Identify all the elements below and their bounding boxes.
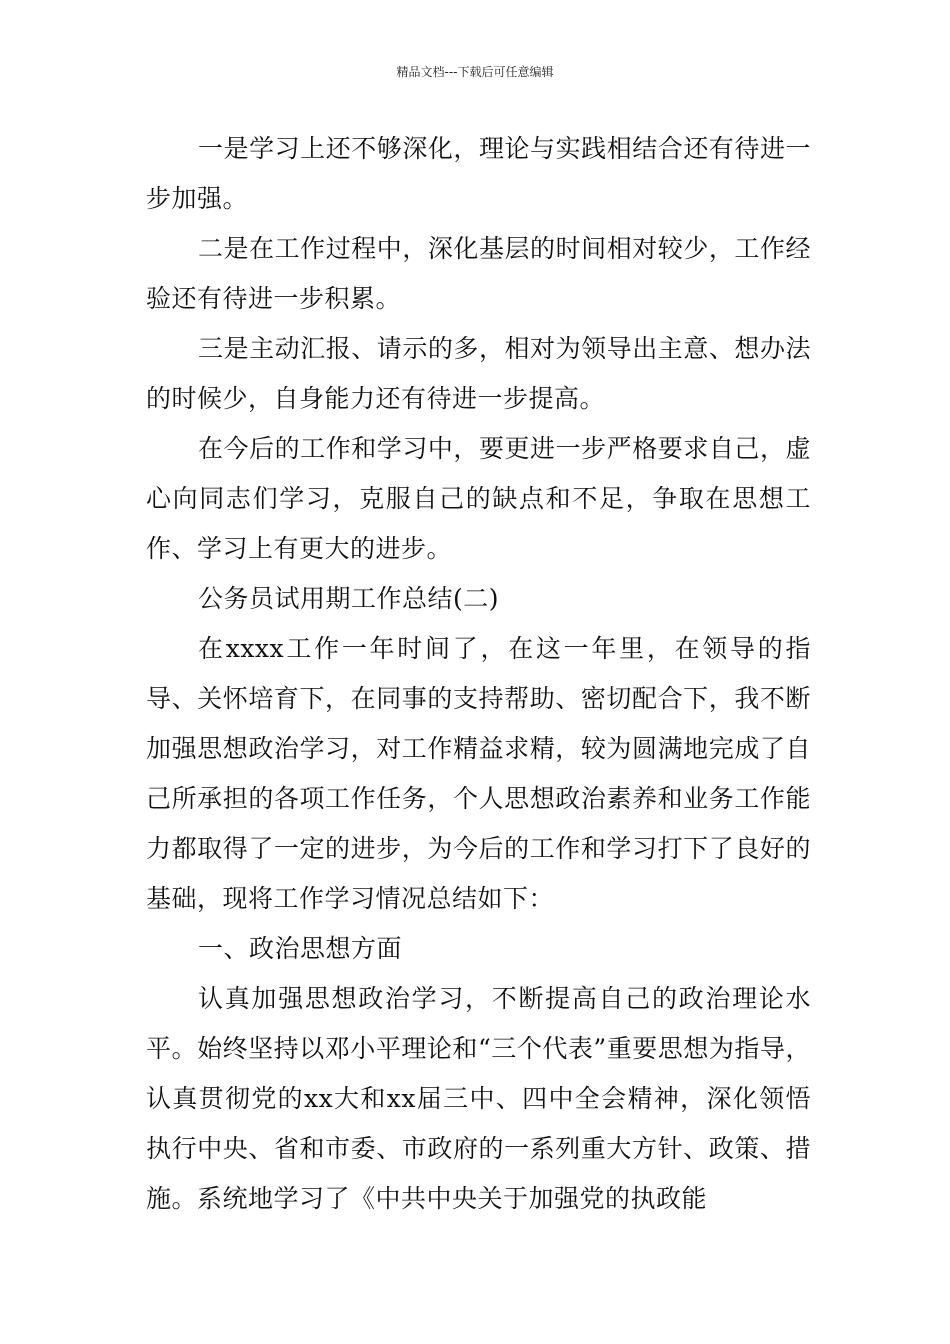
paragraph-political-study: 认真加强思想政治学习，不断提高自己的政治理论水平。始终坚持以邓小平理论和“三个代表”重要思想为指导，认真贯彻党的xx大和xx届三中、四中全会精神，深化领悟执行中央、省和市委、市政府的一系列重大方针、政策、措施。系统地学习了《中共中央关于加强党的执政能 <box>146 984 811 1213</box>
section-title: 公务员试用期工作总结(二) <box>198 584 500 613</box>
subsection-heading: 一、政治思想方面 <box>198 934 403 963</box>
paragraph-future-plan: 在今后的工作和学习中，要更进一步严格要求自己，虚心向同志们学习，克服自己的缺点和不足，争取在思想工作、学习上有更大的进步。 <box>146 434 811 563</box>
document-body <box>146 124 811 1224</box>
paragraph-point-two: 二是在工作过程中，深化基层的时间相对较少，工作经验还有待进一步积累。 <box>146 234 811 313</box>
page-header: 精品文档---下载后可任意编辑 <box>396 65 554 79</box>
paragraph-point-three: 三是主动汇报、请示的多，相对为领导出主意、想办法的时候少，自身能力还有待进一步提高。 <box>146 334 811 413</box>
paragraph-point-one: 一是学习上还不够深化，理论与实践相结合还有待进一步加强。 <box>146 134 811 213</box>
paragraph-intro: 在xxxx工作一年时间了，在这一年里，在领导的指导、关怀培育下，在同事的支持帮助、密切配合下，我不断加强思想政治学习，对工作精益求精，较为圆满地完成了自己所承担的各项工作任务，个人思想政治素养和业务工作能力都取得了一定的进步，为今后的工作和学习打下了良好的基础，现将工作学习情况总结如下： <box>146 634 811 913</box>
